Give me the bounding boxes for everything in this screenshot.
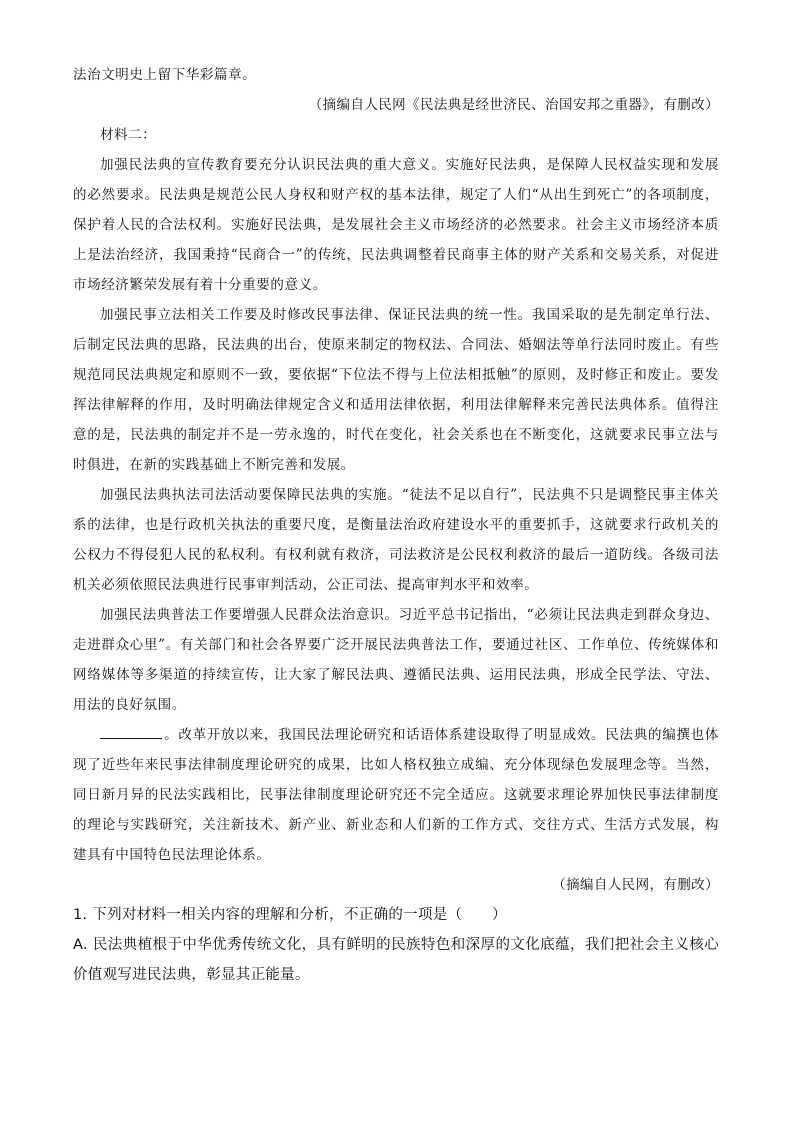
paragraph-continued: 法治文明史上留下华彩篇章。 xyxy=(73,67,257,83)
fill-in-blank[interactable] xyxy=(100,724,162,739)
paragraph-4: 加强民法典普法工作要增强人民群众法治意识。习近平总书记指出，“必须让民法典走到群众身边、走进群众心里”。有关部门和社会各界要广泛开展民法典普法工作，要通过社区、工作单位、传统媒体和网络媒体等多渠道的持续宣传，让大家了解民法典、遵循民法典、运用民法典，形成全民学法、守法、用法的良好氛围。 xyxy=(73,607,719,713)
paragraph-5-text: 。改革开放以来，我国民法理论研究和话语体系建设取得了明显成效。民法典的编撰也体现了近些年来民事法律制度理论研究的成果，比如人格权独立成编、充分体现绿色发展理念等。当然，同日新月异的民法实践相比，民事法律制度理论研究还不完全适应。这就要求理论界加快民事法律制度的理论与实践研究，关注新技术、新产业、新业态和人们新的工作方式、交往方式、生活方式发展，构建具有中国特色民法理论体系。 xyxy=(73,727,719,863)
question-1-option-a: A. 民法典植根于中华优秀传统文化，具有鲜明的民族特色和深厚的文化底蕴，我们把社会主义核心价值观写进民法典，彰显其正能量。 xyxy=(73,937,719,983)
question-1: 1. 下列对材料一相关内容的理解和分析，不正确的一项是（ ） xyxy=(73,907,507,923)
material-heading-2: 材料二： xyxy=(100,127,157,143)
paragraph-1: 加强民法典的宣传教育要充分认识民法典的重大意义。实施好民法典，是保障人民权益实现和发展的必然要求。民法典是规范公民人身权和财产权的基本法律，规定了人们“从出生到死亡”的各项制度，保护着人民的合法权利。实施好民法典，是发展社会主义市场经济的必然要求。社会主义市场经济本质上是法治经济，我国秉持“民商合一”的传统，民法典调整着民商事主体的财产关系和交易关系，对促进市场经济繁荣发展有着十分重要的意义。 xyxy=(73,157,719,293)
paragraph-3: 加强民法典执法司法活动要保障民法典的实施。“徒法不足以自行”，民法典不只是调整民事主体关系的法律，也是行政机关执法的重要尺度，是衡量法治政府建设水平的重要抓手，这就要求行政机关的公权力不得侵犯人民的私权利。有权利就有救济，司法救济是公民权利救济的最后一道防线。各级司法机关必须依照民法典进行民事审判活动，公正司法、提高审判水平和效率。 xyxy=(73,487,719,593)
document-page xyxy=(73,60,719,990)
source-citation-2: （摘编自人民网，有删改） xyxy=(552,877,719,893)
paragraph-5 xyxy=(73,720,719,870)
source-citation-1: （摘编自人民网《民法典是经世济民、治国安邦之重器》，有删改） xyxy=(308,97,719,113)
paragraph-2: 加强民事立法相关工作要及时修改民事法律、保证民法典的统一性。我国采取的是先制定单行法、后制定民法典的思路，民法典的出台，使原来制定的物权法、合同法、婚姻法等单行法同时废止。有些规范同民法典规定和原则不一致，要依据“下位法不得与上位法相抵触”的原则，及时修正和废止。要发挥法律解释的作用，及时明确法律规定含义和适用法律依据，利用法律解释来完善民法典体系。值得注意的是，民法典的制定并不是一劳永逸的，时代在变化，社会关系也在不断变化，这就要求民事立法与时俱进，在新的实践基础上不断完善和发展。 xyxy=(73,307,719,473)
